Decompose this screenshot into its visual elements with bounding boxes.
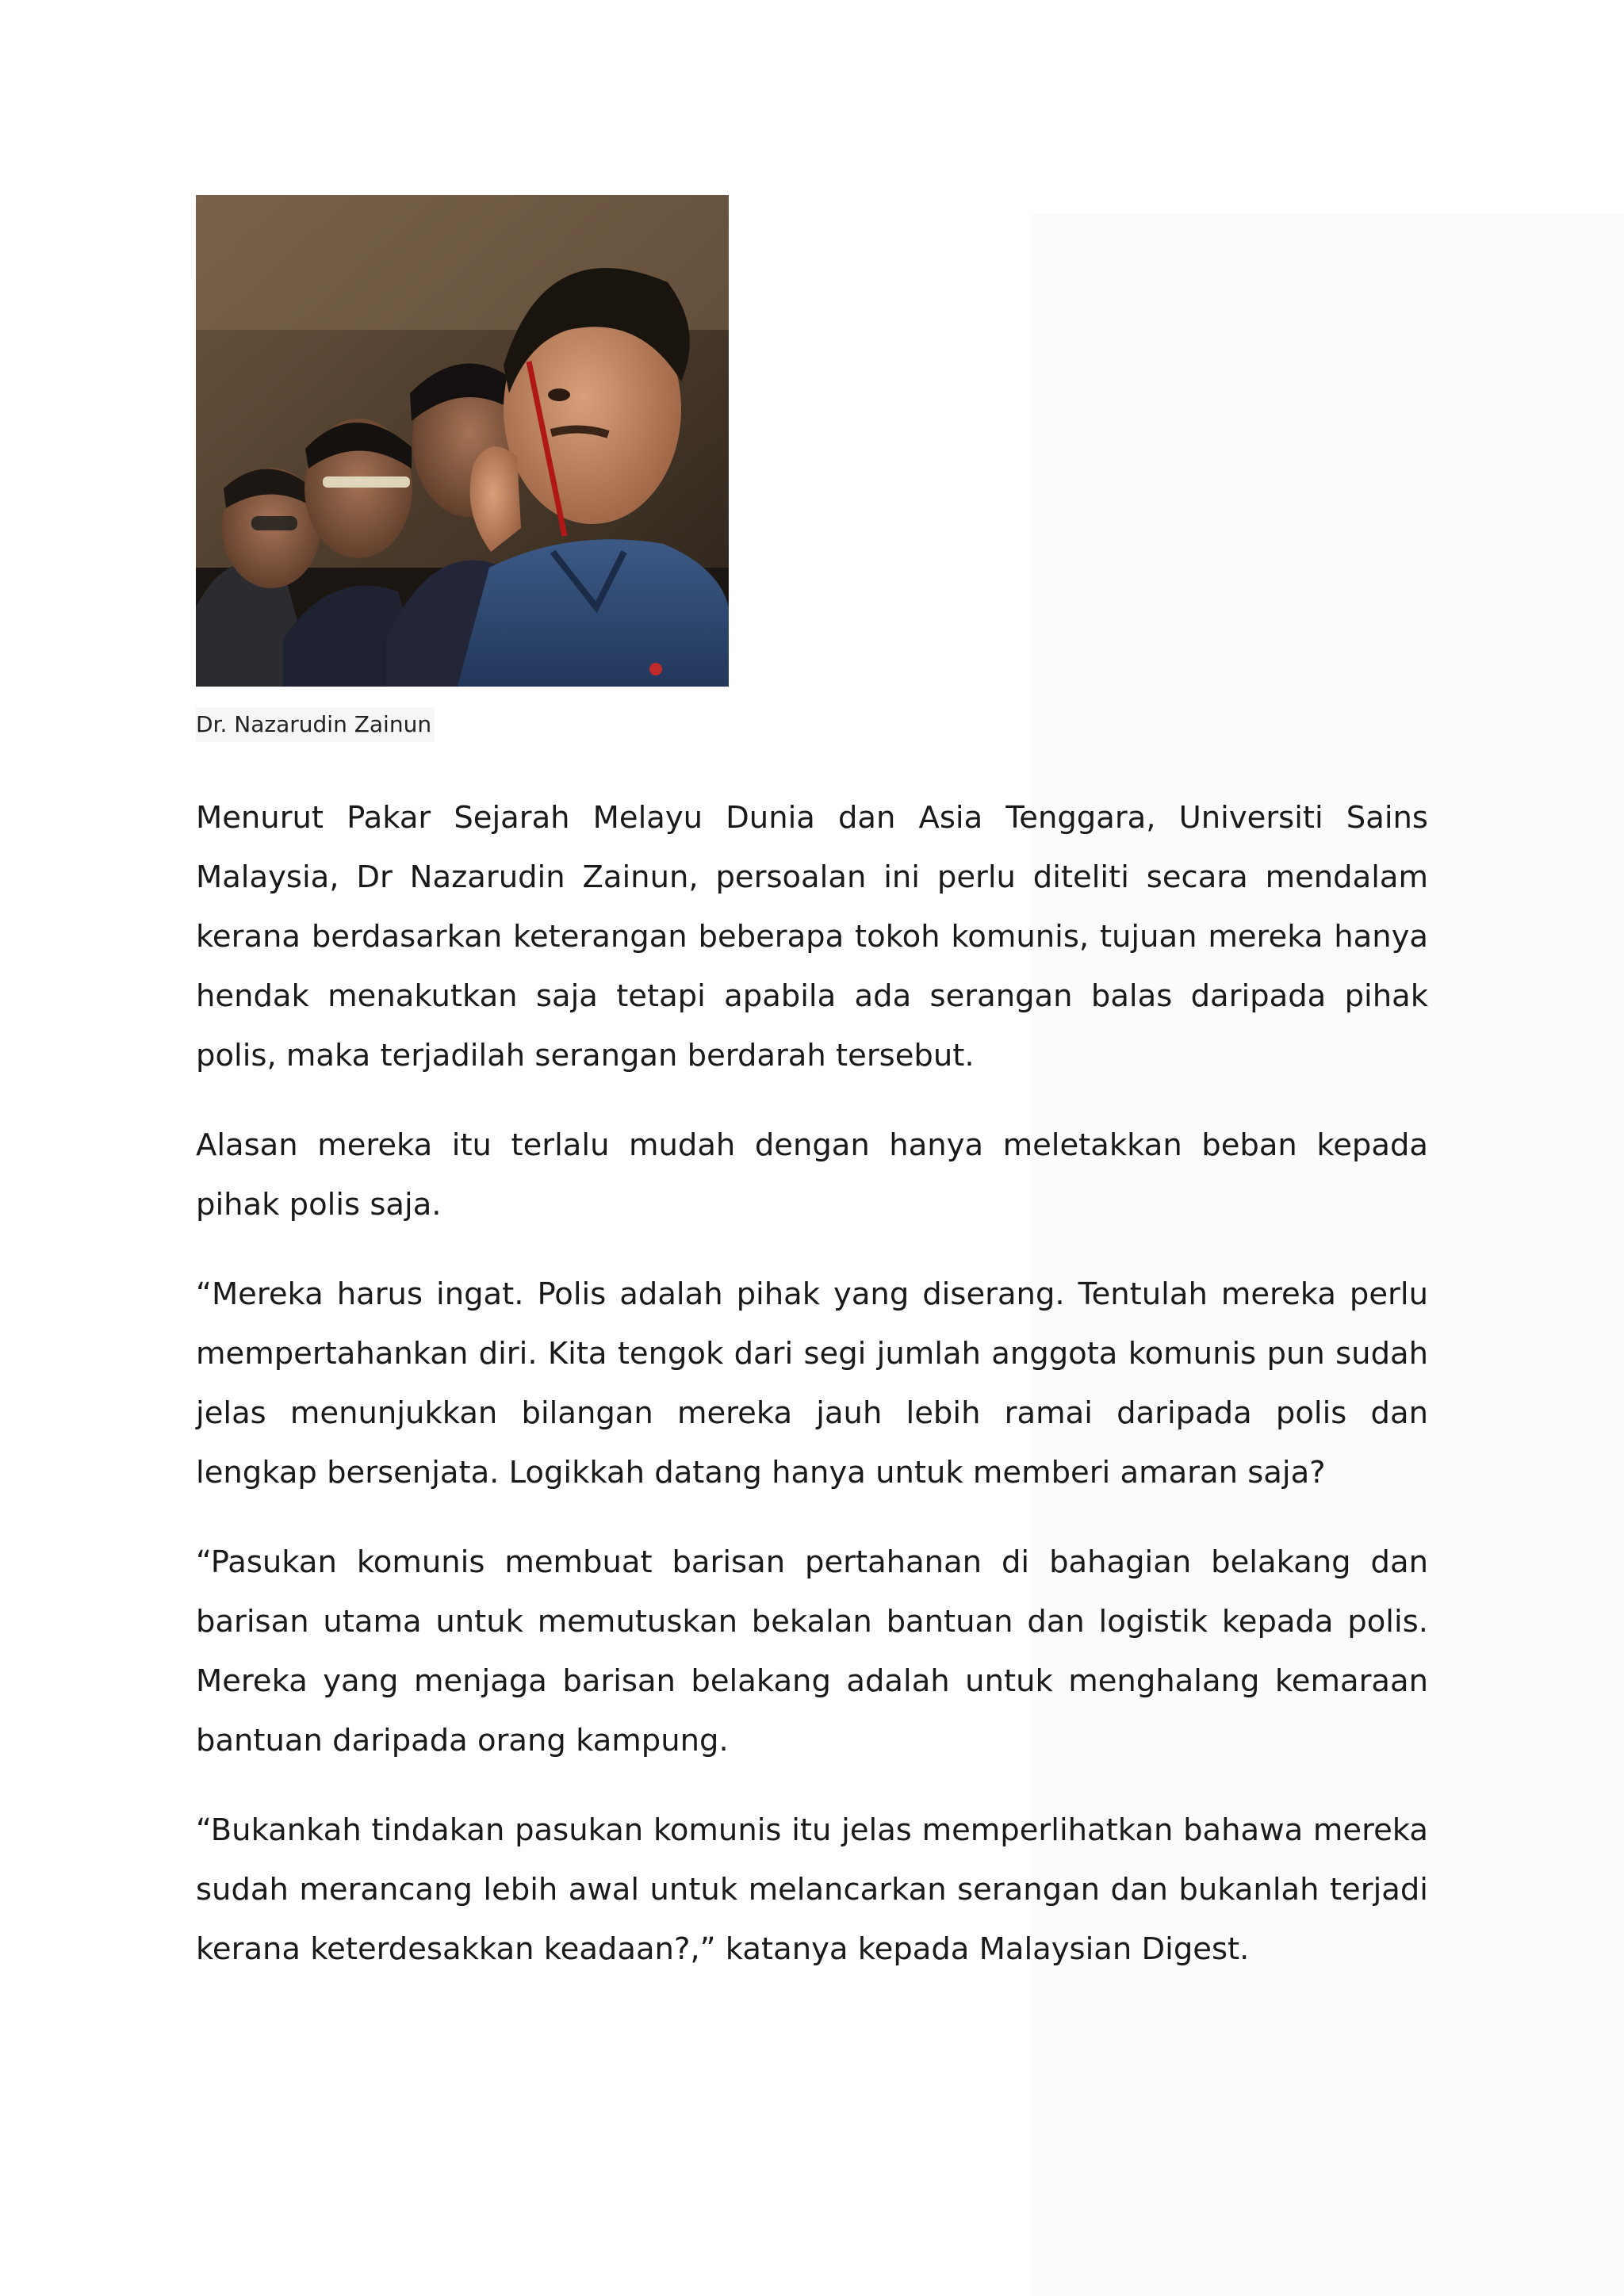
article-paragraph: “Bukankah tindakan pasukan komunis itu jelas memperlihatkan bahawa mereka sudah merancang lebih awal untuk melancarkan serangan dan bukanlah terjadi kerana keterdesakkan keadaan?,” katanya kepada Malaysian Digest. [196, 1812, 1428, 1967]
article-paragraph: Alasan mereka itu terlalu mudah dengan hanya meletakkan beban kepada pihak polis saja. [196, 1127, 1428, 1223]
portrait-photo [196, 195, 729, 687]
article-paragraph: “Mereka harus ingat. Polis adalah pihak yang diserang. Tentulah mereka perlu mempertahankan diri. Kita tengok dari segi jumlah anggota komunis pun sudah jelas menunjukkan bilangan mereka jauh lebih ramai daripada polis dan lengkap bersenjata. Logikkah datang hanya untuk memberi amaran saja? [196, 1276, 1428, 1490]
photo-caption: Dr. Nazarudin Zainun [196, 707, 435, 742]
article-body [196, 788, 1428, 2009]
portrait-photo-illustration [196, 195, 729, 687]
article-paragraph: Menurut Pakar Sejarah Melayu Dunia dan Asia Tenggara, Universiti Sains Malaysia, Dr Nazarudin Zainun, persoalan ini perlu diteliti secara mendalam kerana berdasarkan keterangan beberapa tokoh komunis, tujuan mereka hanya hendak menakutkan saja tetapi apabila ada serangan balas daripada pihak polis, maka terjadilah serangan berdarah tersebut. [196, 800, 1428, 1073]
article-paragraph: “Pasukan komunis membuat barisan pertahanan di bahagian belakang dan barisan utama untuk memutuskan bekalan bantuan dan logistik kepada polis. Mereka yang menjaga barisan belakang adalah untuk menghalang kemaraan bantuan daripada orang kampung. [196, 1544, 1428, 1758]
